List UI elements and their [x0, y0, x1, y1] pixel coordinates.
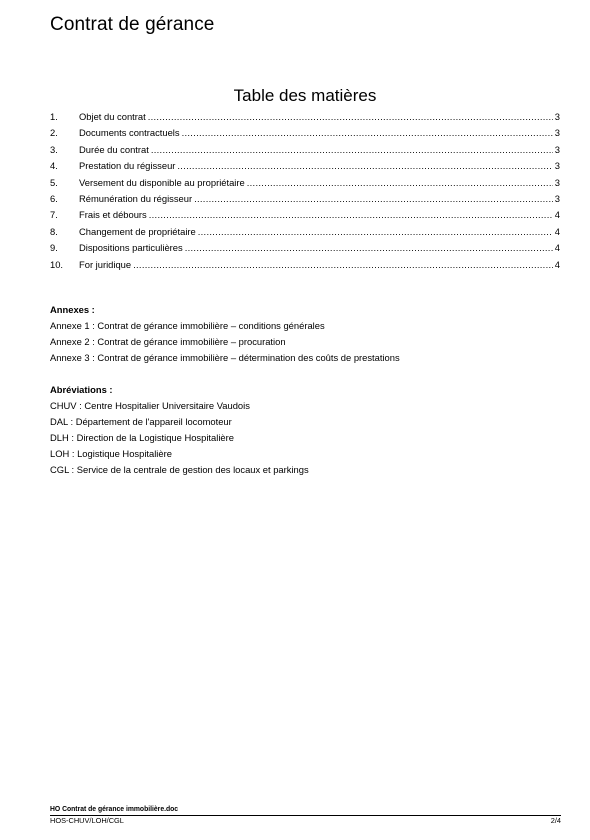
toc-entry-page: 3 — [554, 160, 560, 172]
toc-entry-page: 4 — [554, 258, 560, 270]
annex-item: Annexe 2 : Contrat de gérance immobilière – procuration — [50, 336, 286, 347]
abbreviation-item: DAL : Département de l'appareil locomoteur — [50, 416, 232, 427]
toc-entry-number: 2. — [50, 127, 58, 139]
toc-entry-page: 4 — [554, 209, 560, 221]
toc-entry-label: Dispositions particulières — [79, 242, 183, 254]
toc-entry-5[interactable] — [50, 177, 560, 193]
toc-entry-page: 3 — [554, 176, 560, 188]
toc-entry-10[interactable] — [50, 259, 560, 275]
footer-bottom-row — [50, 816, 561, 826]
toc-entry-label: Prestation du régisseur — [79, 160, 176, 172]
toc-dot-leader — [151, 144, 553, 155]
toc-entry-number: 7. — [50, 209, 58, 221]
toc-entry-label: Objet du contrat — [79, 111, 146, 122]
toc-entry-page: 3 — [554, 111, 560, 122]
toc-entry-page: 4 — [554, 225, 560, 237]
annex-item: Annexe 1 : Contrat de gérance immobilière – conditions générales — [50, 320, 325, 331]
toc-entry-label: Versement du disponible au propriétaire — [79, 176, 245, 188]
toc-entry-8[interactable] — [50, 226, 560, 242]
toc-entry-label: Frais et débours — [79, 209, 147, 221]
table-of-contents — [50, 111, 560, 275]
toc-dot-leader — [148, 111, 553, 122]
abbreviation-item: CHUV : Centre Hospitalier Universitaire Vaudois — [50, 400, 250, 411]
annex-item: Annexe 3 : Contrat de gérance immobilière – détermination des coûts de prestations — [50, 352, 400, 363]
page-footer — [50, 804, 561, 826]
toc-entry-number: 1. — [50, 111, 58, 122]
toc-entry-number: 8. — [50, 225, 58, 237]
toc-dot-leader — [247, 177, 553, 188]
toc-entry-number: 10. — [50, 258, 64, 270]
toc-entry-label: Changement de propriétaire — [79, 225, 196, 237]
toc-entry-3[interactable] — [50, 144, 560, 160]
abbreviation-item: CGL : Service de la centrale de gestion des locaux et parkings — [50, 464, 309, 475]
toc-entry-1[interactable] — [50, 111, 560, 127]
toc-dot-leader — [194, 193, 553, 204]
toc-dot-leader — [133, 259, 553, 270]
toc-heading: Table des matières — [233, 86, 377, 105]
toc-entry-page: 4 — [554, 242, 560, 254]
toc-entry-number: 9. — [50, 242, 58, 254]
toc-entry-label: Rémunération du régisseur — [79, 192, 193, 204]
toc-entry-page: 3 — [554, 192, 560, 204]
toc-entry-6[interactable] — [50, 193, 560, 209]
toc-dot-leader — [182, 127, 553, 138]
toc-dot-leader — [177, 160, 552, 171]
toc-entry-page: 3 — [554, 143, 560, 155]
toc-entry-7[interactable] — [50, 209, 560, 225]
abbreviation-item: DLH : Direction de la Logistique Hospitalière — [50, 432, 234, 443]
footer-page-number: 2/4 — [550, 816, 561, 825]
toc-dot-leader — [198, 226, 553, 237]
toc-entry-number: 4. — [50, 160, 58, 172]
toc-dot-leader — [149, 209, 553, 220]
toc-dot-leader — [185, 242, 553, 253]
footer-filename: HO Contrat de gérance immobilière.doc — [50, 804, 179, 813]
annexes-section — [50, 302, 560, 366]
toc-entry-number: 3. — [50, 143, 58, 155]
toc-entry-label: Documents contractuels — [79, 127, 180, 139]
document-title: Contrat de gérance — [50, 14, 215, 35]
annexes-heading: Annexes : — [50, 304, 95, 315]
toc-entry-2[interactable] — [50, 127, 560, 143]
toc-entry-number: 5. — [50, 176, 58, 188]
toc-entry-number: 6. — [50, 192, 58, 204]
toc-entry-label: Durée du contrat — [79, 143, 149, 155]
abbreviations-heading: Abréviations : — [50, 384, 113, 395]
toc-entry-page: 3 — [554, 127, 560, 139]
footer-reference: HOS-CHUV/LOH/CGL — [50, 816, 124, 825]
toc-entry-label: For juridique — [79, 258, 132, 270]
abbreviation-item: LOH : Logistique Hospitalière — [50, 448, 172, 459]
toc-entry-4[interactable] — [50, 160, 560, 176]
toc-entry-9[interactable] — [50, 242, 560, 258]
abbreviations-section — [50, 382, 560, 478]
